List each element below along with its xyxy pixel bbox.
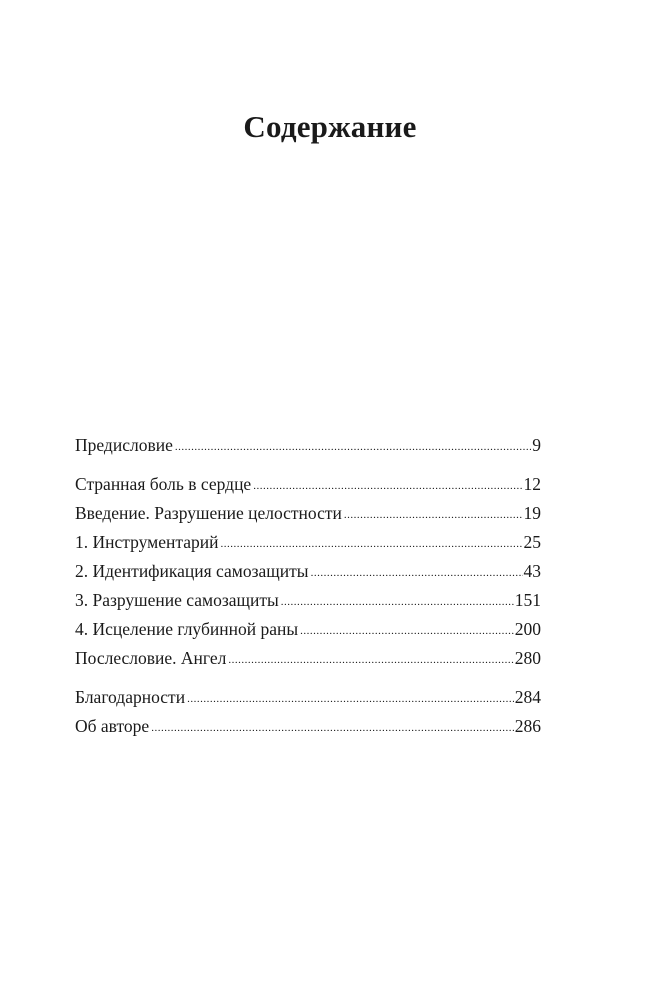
toc-entry-page: 151 — [514, 590, 541, 610]
page-title: Содержание — [243, 109, 417, 144]
toc-entry — [75, 500, 541, 526]
toc-entry-page: 284 — [514, 687, 541, 707]
toc-entry-page: 280 — [514, 648, 541, 668]
toc-entry-page: 43 — [523, 561, 541, 581]
toc-entry-label: Послесловие. Ангел — [75, 648, 227, 668]
toc-entry — [75, 587, 541, 613]
dot-leader — [311, 560, 523, 586]
toc-entry-page: 25 — [523, 532, 541, 552]
toc-entry — [75, 616, 541, 642]
toc-entry — [75, 529, 541, 555]
dot-leader — [228, 647, 513, 673]
toc-entry-label: 2. Идентификация самозащиты — [75, 561, 309, 581]
dot-leader — [300, 618, 514, 644]
toc-entry-label: Предисловие — [75, 435, 173, 455]
toc-entry-label: 3. Разрушение самозащиты — [75, 590, 279, 610]
toc-entry — [75, 432, 541, 458]
toc-entry-label: Об авторе — [75, 716, 150, 736]
toc-entry — [75, 645, 541, 671]
toc-entry-label: Благодарности — [75, 687, 186, 707]
dot-leader — [221, 531, 523, 557]
dot-leader — [281, 589, 514, 615]
toc-entry-label: Введение. Разрушение целостности — [75, 503, 342, 523]
toc-entry-page: 9 — [532, 435, 541, 455]
toc-entry — [75, 558, 541, 584]
toc-entry — [75, 684, 541, 710]
dot-leader — [344, 502, 523, 528]
toc-entry-label: Странная боль в сердце — [75, 474, 252, 494]
toc-entry — [75, 471, 541, 497]
toc-entry-label: 1. Инструментарий — [75, 532, 219, 552]
dot-leader — [187, 686, 514, 712]
toc-entry-page: 200 — [514, 619, 541, 639]
dot-leader — [151, 715, 514, 741]
toc-entry — [75, 713, 541, 739]
toc-entry-page: 19 — [523, 503, 541, 523]
dot-leader — [253, 473, 522, 499]
dot-leader — [175, 434, 531, 460]
toc-entry-label: 4. Исцеление глубинной раны — [75, 619, 299, 639]
toc-entry-page: 286 — [514, 716, 541, 736]
toc-entry-page: 12 — [523, 474, 541, 494]
